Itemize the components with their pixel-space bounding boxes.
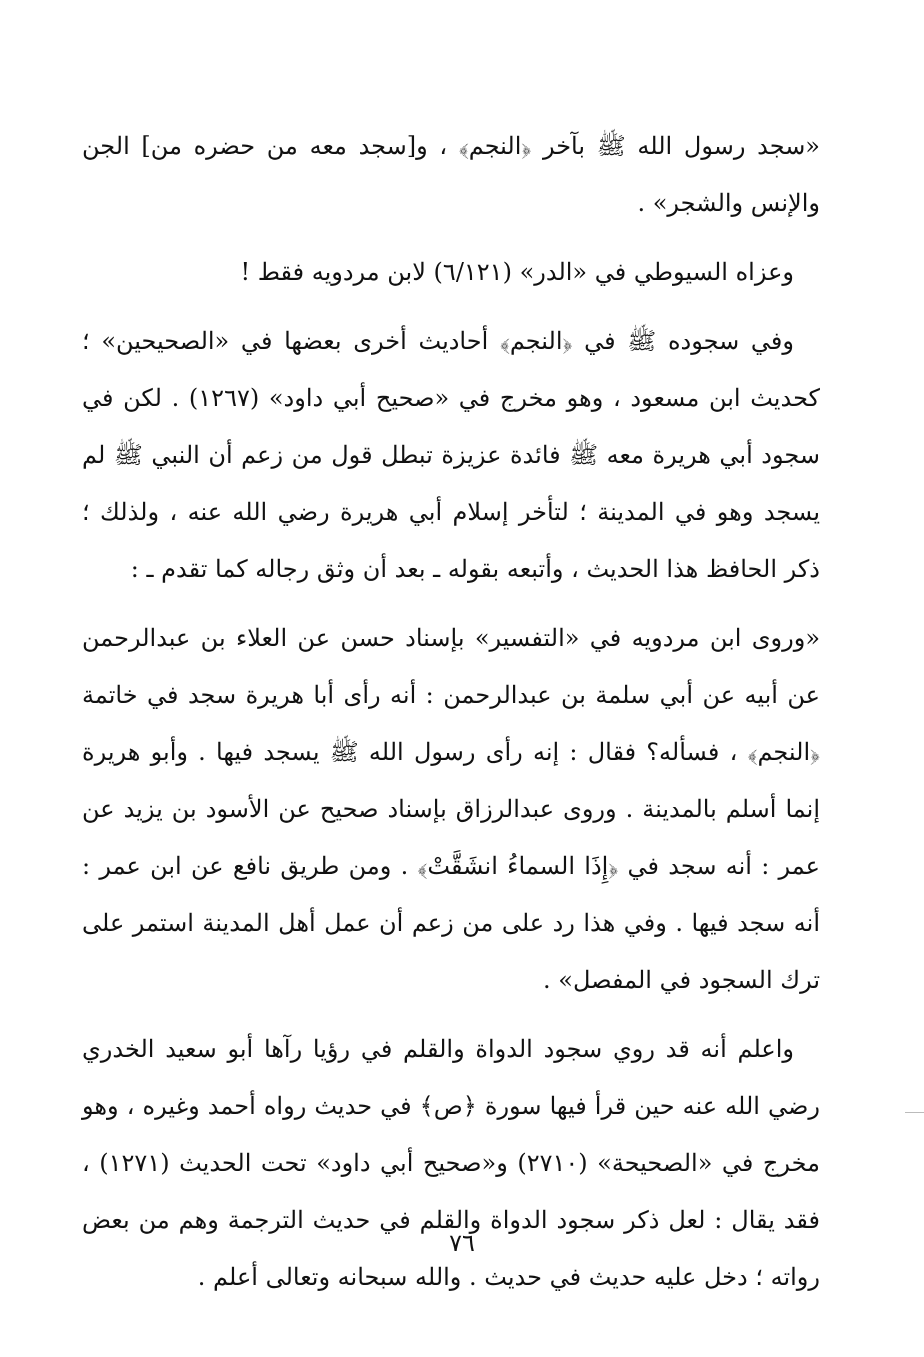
scan-edge-mark [905, 1112, 924, 1113]
paragraph-hadith-quote: «سجد رسول الله ﷺ بآخر ﴿النجم﴾ ، و[سجد معه من حضره من] الجن والإنس والشجر» . [82, 132, 820, 217]
paragraph-hafiz-quote: «وروى ابن مردويه في «التفسير» بإسناد حسن عن العلاء بن عبدالرحمن عن أبيه عن أبي سلمة بن عبدالرحمن : أنه رأى أبا هريرة سجد في خاتمة ﴿النجم﴾ ، فسأله؟ فقال : إنه رأى رسول الله ﷺ يسجد فيها . وأبو هريرة إنما أسلم بالمدينة . وروى عبدالرزاق بإسناد صحيح عن الأسود بن يزيد عن عمر : أنه سجد في ﴿إِذَا السماءُ انشَقَّتْ﴾ . ومن طريق نافع عن ابن عمر : أنه سجد فيها . وفي هذا رد على من زعم أن عمل أهل المدينة استمر على ترك السجود في المفصل» . [82, 624, 821, 994]
page-number: ٧٦ [449, 1229, 475, 1257]
page-body [82, 118, 820, 1306]
paragraph-other-hadiths: وفي سجوده ﷺ في ﴿النجم﴾ أحاديث أخرى بعضها في «الصحيحين» ؛ كحديث ابن مسعود ، وهو مخرج في «صحيح أبي داود» (١٢٦٧) . لكن في سجود أبي هريرة معه ﷺ فائدة عزيزة تبطل قول من زعم أن النبي ﷺ لم يسجد وهو في المدينة ؛ لتأخر إسلام أبي هريرة رضي الله عنه ، ولذلك ؛ ذكر الحافظ هذا الحديث ، وأتبعه بقوله ـ بعد أن وثق رجاله كما تقدم ـ : [82, 327, 821, 583]
paragraph-inkwell-pen: واعلم أنه قد روي سجود الدواة والقلم في رؤيا رآها أبو سعيد الخدري رضي الله عنه حين قرأ فيها سورة ﴿ص﴾ في حديث رواه أحمد وغيره ، وهو مخرج في «الصحيحة» (٢٧١٠) و«صحيح أبي داود» تحت الحديث (١٢٧١) ، فقد يقال : لعل ذكر سجود الدواة والقلم في حديث الترجمة وهم من بعض رواته ؛ دخل عليه حديث في حديث . والله سبحانه وتعالى أعلم . [82, 1035, 820, 1291]
paragraph-suyuti-attribution: وعزاه السيوطي في «الدر» (٦/١٢١) لابن مردويه فقط ! [240, 258, 794, 286]
